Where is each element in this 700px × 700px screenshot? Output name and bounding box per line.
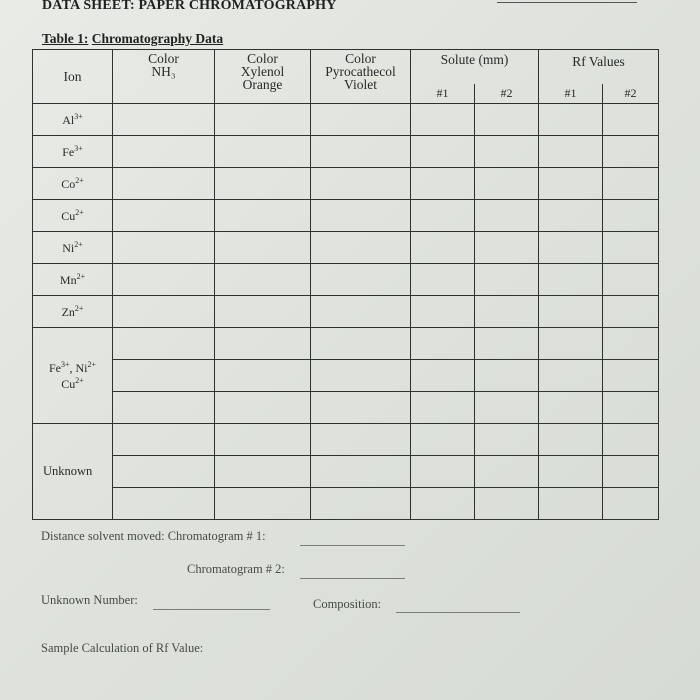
data-cell[interactable]: [603, 456, 659, 488]
data-cell[interactable]: [475, 488, 539, 520]
data-cell[interactable]: [539, 104, 603, 136]
data-cell[interactable]: [539, 456, 603, 488]
data-cell[interactable]: [215, 136, 311, 168]
data-cell[interactable]: [113, 200, 215, 232]
data-cell[interactable]: [215, 104, 311, 136]
data-cell[interactable]: [411, 104, 475, 136]
table-title-prefix: Table 1:: [42, 31, 89, 46]
data-cell[interactable]: [113, 232, 215, 264]
data-cell[interactable]: [539, 328, 603, 360]
ion-cell: $Ni^{2+}$: [33, 232, 113, 264]
table-row: [33, 328, 659, 360]
sample-calculation-label: Sample Calculation of Rf Value:: [41, 641, 204, 655]
data-cell[interactable]: [603, 424, 659, 456]
data-cell[interactable]: [411, 392, 475, 424]
data-cell[interactable]: [215, 360, 311, 392]
data-cell[interactable]: [539, 392, 603, 424]
unknown-number-blank[interactable]: [153, 609, 270, 610]
table-row: [33, 168, 659, 200]
ion-cell: $Zn^{2+}$: [33, 296, 113, 328]
data-cell[interactable]: [215, 328, 311, 360]
data-cell[interactable]: [475, 392, 539, 424]
data-cell[interactable]: [311, 488, 411, 520]
table-title-main: Chromatography Data: [91, 31, 224, 46]
data-cell[interactable]: [215, 168, 311, 200]
data-cell[interactable]: [411, 488, 475, 520]
data-cell[interactable]: [311, 392, 411, 424]
data-cell[interactable]: [475, 456, 539, 488]
chromatogram-1-blank[interactable]: [300, 545, 405, 546]
data-cell[interactable]: [475, 136, 539, 168]
ion-cell: $Al^{3+}$: [33, 104, 113, 136]
data-cell[interactable]: [539, 424, 603, 456]
data-cell[interactable]: [475, 168, 539, 200]
composition-label: Composition:: [313, 597, 382, 611]
ion-cell: $Cu^{2+}$: [33, 200, 113, 232]
header-ion: Ion: [33, 50, 113, 104]
data-cell[interactable]: [215, 232, 311, 264]
chromatography-table: [32, 49, 659, 520]
data-cell[interactable]: [215, 296, 311, 328]
data-cell[interactable]: [113, 392, 215, 424]
data-cell[interactable]: [603, 200, 659, 232]
data-cell[interactable]: [311, 424, 411, 456]
data-cell[interactable]: [113, 360, 215, 392]
table-row: [33, 296, 659, 328]
data-cell[interactable]: [215, 392, 311, 424]
chromatogram-2-blank[interactable]: [300, 578, 405, 579]
data-cell[interactable]: [311, 232, 411, 264]
data-cell[interactable]: [215, 424, 311, 456]
data-cell[interactable]: [539, 168, 603, 200]
data-cell[interactable]: [113, 136, 215, 168]
data-cell[interactable]: [539, 264, 603, 296]
data-cell[interactable]: [475, 232, 539, 264]
data-cell[interactable]: [603, 168, 659, 200]
data-cell[interactable]: [411, 264, 475, 296]
table-row: [33, 104, 659, 136]
data-cell[interactable]: [411, 232, 475, 264]
data-cell[interactable]: [603, 360, 659, 392]
sheet-header: DATA SHEET: PAPER CHROMATOGRAPHY: [42, 0, 337, 13]
chromatogram-2-label: Chromatogram # 2:: [187, 562, 285, 576]
data-cell[interactable]: [215, 488, 311, 520]
data-cell[interactable]: [411, 296, 475, 328]
data-cell[interactable]: [113, 296, 215, 328]
mixture-ion-cell: $Fe^{3+}$, $Ni^{2+}$ $Cu^{2+}$: [33, 328, 113, 424]
header-solute-1: #1: [411, 84, 475, 104]
header-rf-values: Rf Values: [539, 50, 659, 84]
table-row: [33, 488, 659, 520]
data-cell[interactable]: [311, 104, 411, 136]
data-cell[interactable]: [113, 168, 215, 200]
table-row: [33, 424, 659, 456]
table-row: [33, 392, 659, 424]
data-cell[interactable]: [475, 296, 539, 328]
data-cell[interactable]: [411, 424, 475, 456]
data-cell[interactable]: [603, 104, 659, 136]
data-cell[interactable]: [113, 264, 215, 296]
data-cell[interactable]: [539, 200, 603, 232]
table-title: [42, 31, 223, 47]
distance-solvent-label: Distance solvent moved: Chromatogram # 1:: [41, 529, 266, 543]
header-rf-2: #2: [603, 84, 659, 104]
data-cell[interactable]: [411, 200, 475, 232]
ion-cell: $Fe^{3+}$: [33, 136, 113, 168]
data-cell[interactable]: [113, 328, 215, 360]
data-cell[interactable]: [411, 456, 475, 488]
header-rf-1: #1: [539, 84, 603, 104]
data-cell[interactable]: [411, 360, 475, 392]
data-cell[interactable]: [539, 136, 603, 168]
data-cell[interactable]: [475, 424, 539, 456]
table-row: [33, 232, 659, 264]
table-row: [33, 360, 659, 392]
data-cell[interactable]: [475, 104, 539, 136]
ion-cell: $Mn^{2+}$: [33, 264, 113, 296]
data-cell[interactable]: [411, 136, 475, 168]
data-cell[interactable]: [311, 168, 411, 200]
header-color-xylenol-orange: Color Xylenol Orange: [215, 50, 311, 104]
header-solute-2: #2: [475, 84, 539, 104]
composition-blank[interactable]: [396, 612, 520, 613]
data-cell[interactable]: [475, 200, 539, 232]
unknown-ion-cell: Unknown: [33, 424, 113, 520]
data-cell[interactable]: [215, 264, 311, 296]
data-cell[interactable]: [311, 296, 411, 328]
data-cell[interactable]: [539, 360, 603, 392]
data-cell[interactable]: [311, 264, 411, 296]
data-cell[interactable]: [475, 264, 539, 296]
data-cell[interactable]: [215, 456, 311, 488]
table-row: [33, 264, 659, 296]
data-cell[interactable]: [411, 328, 475, 360]
data-cell[interactable]: [311, 360, 411, 392]
data-cell[interactable]: [311, 328, 411, 360]
name-blank-line: [497, 2, 637, 3]
data-cell[interactable]: [113, 456, 215, 488]
data-cell[interactable]: [475, 328, 539, 360]
ion-cell: $Co^{2+}$: [33, 168, 113, 200]
data-cell[interactable]: [539, 488, 603, 520]
data-cell[interactable]: [113, 104, 215, 136]
data-cell[interactable]: [603, 328, 659, 360]
data-cell[interactable]: [603, 136, 659, 168]
data-cell[interactable]: [603, 296, 659, 328]
header-solute: Solute (mm): [411, 50, 539, 84]
header-color-nh3: Color NH₃: [113, 50, 215, 104]
data-cell[interactable]: [539, 296, 603, 328]
data-cell[interactable]: [215, 200, 311, 232]
data-cell[interactable]: [113, 488, 215, 520]
data-cell[interactable]: [475, 360, 539, 392]
table-row: [33, 136, 659, 168]
table-row: [33, 200, 659, 232]
data-cell[interactable]: [603, 488, 659, 520]
data-cell[interactable]: [411, 168, 475, 200]
data-cell[interactable]: [311, 136, 411, 168]
header-color-pyrocathecol-violet: Color Pyrocathecol Violet: [311, 50, 411, 104]
data-cell[interactable]: [113, 424, 215, 456]
data-cell[interactable]: [603, 232, 659, 264]
data-cell[interactable]: [539, 232, 603, 264]
unknown-number-label: Unknown Number:: [41, 593, 138, 607]
data-cell[interactable]: [311, 200, 411, 232]
data-cell[interactable]: [603, 264, 659, 296]
data-cell[interactable]: [603, 392, 659, 424]
data-cell[interactable]: [311, 456, 411, 488]
table-row: [33, 456, 659, 488]
